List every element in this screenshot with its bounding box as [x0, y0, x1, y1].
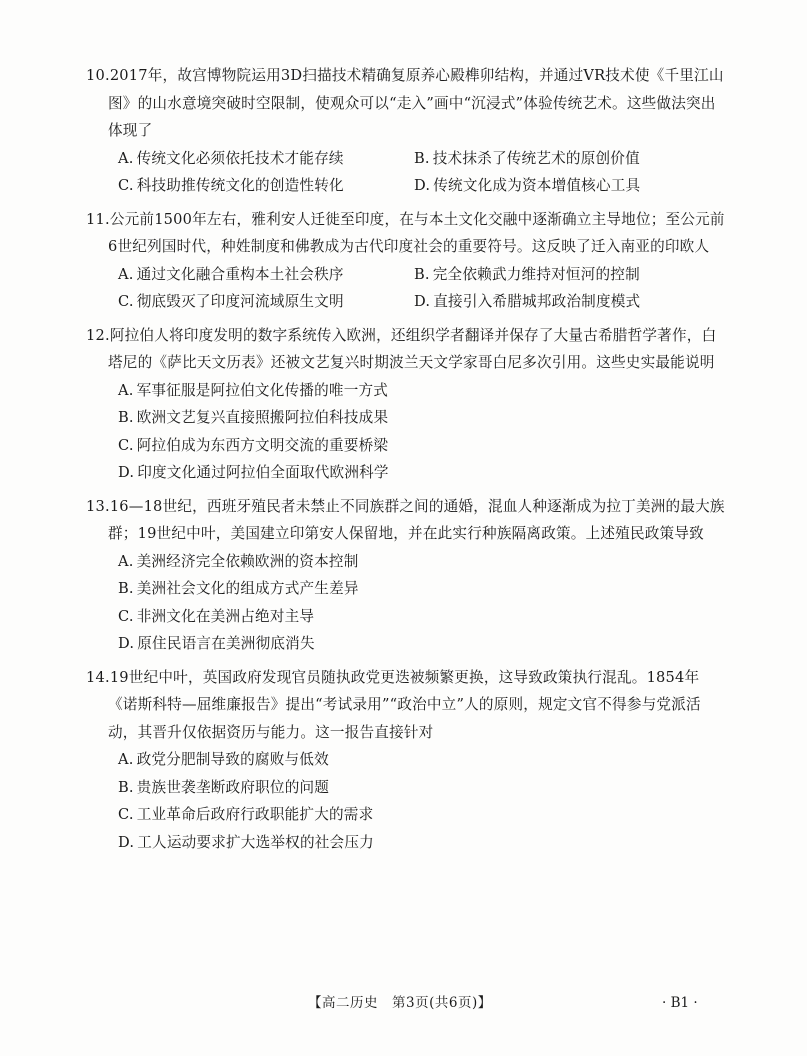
- option-letter: C.: [118, 177, 134, 194]
- option-text: 直接引入希腊城邦政治制度模式: [433, 293, 641, 310]
- option-b: [118, 404, 728, 432]
- option-text: 技术抹杀了传统艺术的原创价值: [432, 149, 640, 167]
- option-text: 欧洲文艺复兴直接照搬阿拉伯科技成果: [136, 409, 389, 426]
- question-stem: [86, 493, 728, 548]
- option-text: 科技助推传统文化的创造性转化: [136, 177, 344, 194]
- option-letter: D.: [118, 833, 135, 851]
- option-text: 工业革命后政府行政职能扩大的需求: [136, 806, 374, 823]
- option-text: 彻底毁灭了印度河流域原生文明: [136, 293, 344, 310]
- option-letter: A.: [118, 381, 134, 399]
- option-c: [118, 288, 414, 316]
- option-list: [88, 746, 728, 856]
- option-letter: D.: [414, 293, 431, 310]
- option-letter: D.: [118, 635, 135, 652]
- option-b: [414, 145, 710, 173]
- question-14: [88, 664, 728, 857]
- option-d: [414, 288, 710, 316]
- question-number: 12.: [86, 326, 110, 344]
- option-text: 美洲社会文化的组成方式产生差异: [136, 580, 359, 597]
- question-text: 16—18世纪，西班牙殖民者未禁止不同族群之间的通婚，混血人种逐渐成为拉丁美洲的最大族群；19世纪中叶，美国建立印第安人保留地，并在此实行种族隔离政策。上述殖民政策导致: [108, 497, 725, 542]
- option-a: [118, 145, 414, 173]
- option-text: 政党分肥制导致的腐败与低效: [136, 751, 329, 768]
- option-list: [88, 145, 728, 200]
- option-letter: C.: [118, 436, 134, 454]
- question-number: 10.: [86, 67, 110, 84]
- question-stem: [86, 62, 728, 145]
- option-b: [118, 774, 728, 802]
- option-text: 完全依赖武力维持对恒河的控制: [432, 265, 640, 283]
- option-letter: D.: [118, 464, 135, 481]
- option-row: [118, 172, 728, 200]
- option-a: [118, 548, 728, 576]
- option-letter: B.: [118, 409, 134, 426]
- option-letter: A.: [118, 265, 134, 283]
- option-text: 印度文化通过阿拉伯全面取代欧洲科学: [137, 464, 389, 481]
- option-list: [88, 261, 728, 316]
- option-b: [414, 261, 710, 289]
- option-letter: A.: [118, 751, 134, 768]
- option-letter: C.: [118, 607, 134, 625]
- footer-page-info: 【高二历史 第3页(共6页)】: [308, 995, 492, 1011]
- page-footer: [0, 992, 807, 1016]
- option-letter: D.: [414, 177, 431, 194]
- question-text: 2017年，故宫博物院运用3D扫描技术精确复原养心殿榫卯结构，并通过VR技术使《千里江山图》的山水意境突破时空限制，使观众可以“走入”画中“沉浸式”体验传统艺术。这些做法突出体现了: [108, 67, 724, 139]
- option-text: 传统文化必须依托技术才能存续: [136, 149, 344, 167]
- option-text: 传统文化成为资本增值核心工具: [433, 177, 641, 194]
- option-row: [118, 288, 728, 316]
- question-number: 14.: [86, 668, 110, 686]
- option-c: [118, 172, 414, 200]
- option-letter: A.: [118, 552, 134, 570]
- option-text: 工人运动要求扩大选举权的社会压力: [137, 833, 374, 851]
- option-a: [118, 377, 728, 405]
- option-text: 通过文化融合重构本土社会秩序: [136, 265, 344, 283]
- option-text: 阿拉伯成为东西方文明交流的重要桥梁: [136, 436, 389, 454]
- question-text: 19世纪中叶，英国政府发现官员随执政党更迭被频繁更换，这导致政策执行混乱。1854年《诺斯科特—屈维廉报告》提出“考试录用”“政治中立”人的原则，规定文官不得参与党派活动，其晋升仅依据资历与能力。这一报告直接针对: [108, 668, 701, 741]
- option-c: [118, 603, 728, 631]
- option-d: [414, 172, 710, 200]
- question-number: 11.: [86, 210, 110, 228]
- option-letter: C.: [118, 806, 134, 823]
- option-b: [118, 575, 728, 603]
- question-10: [88, 62, 728, 200]
- option-d: [118, 829, 728, 857]
- question-stem: [86, 206, 728, 261]
- option-letter: B.: [118, 778, 134, 796]
- option-text: 军事征服是阿拉伯文化传播的唯一方式: [136, 381, 389, 399]
- question-list: [88, 62, 728, 862]
- option-letter: C.: [118, 293, 134, 310]
- option-letter: B.: [414, 265, 430, 283]
- option-letter: A.: [118, 149, 134, 167]
- option-c: [118, 801, 728, 829]
- option-d: [118, 630, 728, 658]
- option-list: [88, 548, 728, 658]
- option-text: 美洲经济完全依赖欧洲的资本控制: [136, 552, 359, 570]
- footer-code: · B1 ·: [662, 995, 698, 1011]
- question-12: [88, 322, 728, 487]
- option-list: [88, 377, 728, 487]
- option-letter: B.: [414, 149, 430, 167]
- option-d: [118, 459, 728, 487]
- option-a: [118, 261, 414, 289]
- option-letter: B.: [118, 580, 134, 597]
- question-11: [88, 206, 728, 316]
- question-text: 阿拉伯人将印度发明的数字系统传入欧洲，还组织学者翻译并保存了大量古希腊哲学著作，白塔尼的《萨比天文历表》还被文艺复兴时期波兰天文学家哥白尼多次引用。这些史实最能说明: [108, 326, 717, 371]
- option-row: [118, 145, 728, 173]
- option-text: 原住民语言在美洲彻底消失: [137, 635, 315, 652]
- option-row: [118, 261, 728, 289]
- option-text: 贵族世袭垄断政府职位的问题: [136, 778, 330, 796]
- question-text: 公元前1500年左右，雅利安人迁徙至印度，在与本土文化交融中逐渐确立主导地位；至公元前6世纪列国时代，种姓制度和佛教成为古代印度社会的重要符号。这反映了迁入南亚的印欧人: [108, 210, 725, 255]
- option-text: 非洲文化在美洲占绝对主导: [136, 607, 315, 625]
- question-stem: [86, 664, 728, 747]
- question-13: [88, 493, 728, 658]
- question-number: 13.: [86, 497, 110, 515]
- option-a: [118, 746, 728, 774]
- question-stem: [86, 322, 728, 377]
- option-c: [118, 432, 728, 460]
